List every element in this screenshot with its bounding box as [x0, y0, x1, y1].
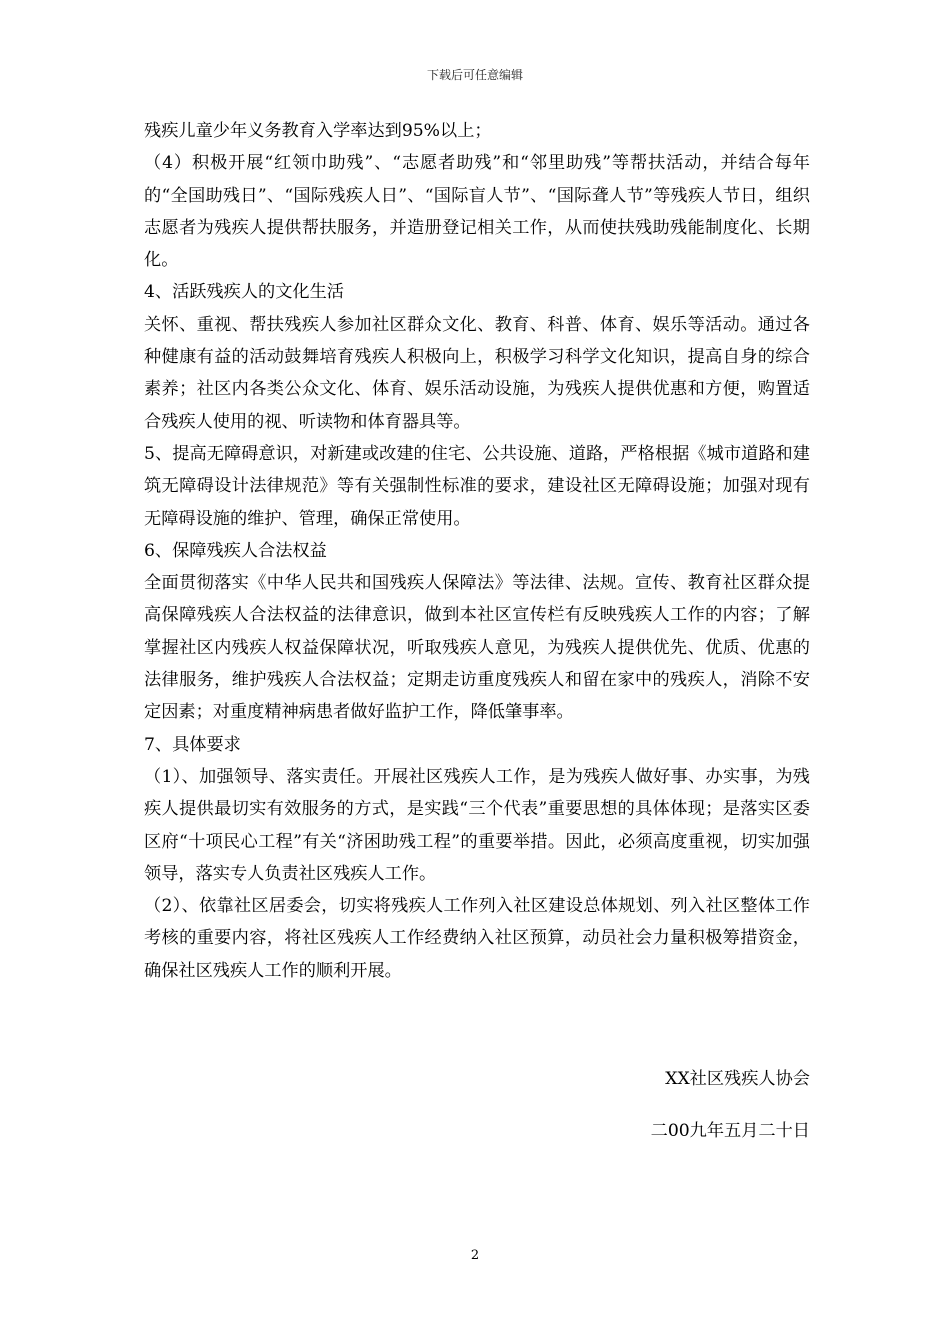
header-note: 下载后可任意编辑	[426, 68, 523, 82]
signature-date: 二00九年五月二十日	[650, 1121, 810, 1141]
paragraph: 残疾儿童少年义务教育入学率达到95%以上；	[144, 121, 492, 141]
section-heading: 7、具体要求	[144, 734, 241, 755]
paragraph: （4）积极开展“红领巾助残”、“志愿者助残”和“邻里助残”等帮扶活动，并结合每年的“全国助残日”、“国际残疾人日”、“国际盲人节”、“国际聋人节”等残疾人节日，组织志愿者为残疾人提供帮扶服务，并造册登记相关工作，从而使扶残助残能制度化、长期化。	[144, 153, 810, 271]
paragraph: 关怀、重视、帮扶残疾人参加社区群众文化、教育、科普、体育、娱乐等活动。通过各种健康有益的活动鼓舞培育残疾人积极向上，积极学习科学文化知识，提高自身的综合素养；社区内各类公众文化、体育、娱乐活动设施，为残疾人提供优惠和方便，购置适合残疾人使用的视、听读物和体育器具等。	[144, 314, 810, 432]
signature-organization: XX社区残疾人协会	[665, 1069, 810, 1089]
paragraph: 5、提高无障碍意识，对新建或改建的住宅、公共设施、道路，严格根据《城市道路和建筑无障碍设计法律规范》等有关强制性标准的要求，建设社区无障碍设施；加强对现有无障碍设施的维护、管理，确保正常使用。	[144, 443, 810, 529]
page-number: 2	[470, 1248, 480, 1263]
document-body	[144, 115, 810, 987]
paragraph: 全面贯彻落实《中华人民共和国残疾人保障法》等法律、法规。宣传、教育社区群众提高保障残疾人合法权益的法律意识，做到本社区宣传栏有反映残疾人工作的内容；了解掌握社区内残疾人权益保障状况，听取残疾人意见，为残疾人提供优先、优质、优惠的法律服务，维护残疾人合法权益；定期走访重度残疾人和留在家中的残疾人，消除不安定因素；对重度精神病患者做好监护工作，降低肇事率。	[144, 573, 810, 723]
paragraph: （1）、加强领导、落实责任。开展社区残疾人工作，是为残疾人做好事、办实事，为残疾人提供最切实有效服务的方式，是实践“三个代表”重要思想的具体体现；是落实区委区府“十项民心工程”有关“济困助残工程”的重要举措。因此，必须高度重视，切实加强领导，落实专人负责社区残疾人工作。	[144, 766, 810, 884]
paragraph: （2）、依靠社区居委会，切实将残疾人工作列入社区建设总体规划、列入社区整体工作考核的重要内容，将社区残疾人工作经费纳入社区预算，动员社会力量积极筹措资金，确保社区残疾人工作的顺利开展。	[144, 896, 810, 981]
section-heading: 4、活跃残疾人的文化生活	[144, 282, 344, 303]
section-heading: 6、保障残疾人合法权益	[144, 540, 327, 561]
